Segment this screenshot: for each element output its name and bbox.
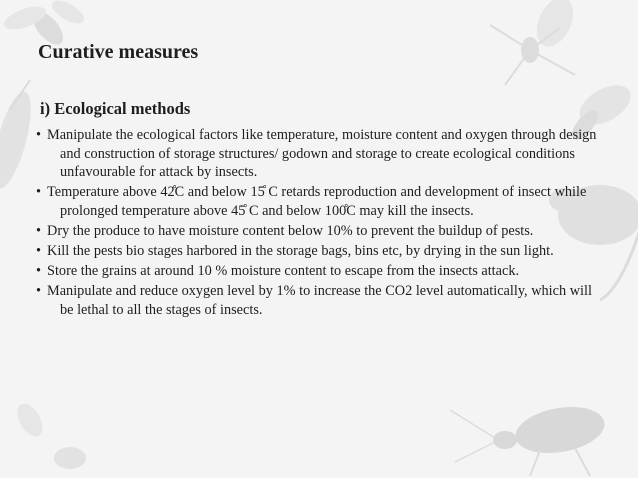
spider-icon [490, 0, 580, 85]
bullet-item [36, 262, 608, 281]
bullet-marker: • [36, 283, 42, 300]
bullet-item [36, 222, 608, 241]
bullet-marker: • [36, 223, 42, 240]
bullet-text: Temperature above 42̊C and below 15̊ C retards reproduction and development of insect while prolonged temperature above 45̊ C and below 100̊C may kill the insects. [47, 184, 587, 220]
section-heading: i) Ecological methods [40, 99, 191, 118]
bullet-text: Manipulate the ecological factors like temperature, moisture content and oxygen through design and construction of storage structures/ godown and storage to create ecological conditions unfavourable for attack by insects. [47, 127, 597, 181]
bullet-item [36, 242, 608, 261]
cockroach-icon [450, 401, 608, 476]
bullet-marker: • [36, 263, 42, 280]
bullet-item [36, 126, 608, 182]
bullet-marker: • [36, 184, 42, 201]
beetle-icon [0, 80, 38, 192]
bullet-list [36, 126, 608, 321]
bullet-item [36, 282, 608, 319]
beetle-icon [12, 399, 86, 469]
bullet-marker: • [36, 127, 42, 143]
bullet-text: Manipulate and reduce oxygen level by 1% to increase the CO2 level automatically, which will be lethal to all the stages of insects. [47, 283, 592, 318]
bullet-text: Dry the produce to have moisture content below 10% to prevent the buildup of pests. [47, 223, 534, 240]
bullet-text: Kill the pests bio stages harbored in the storage bags, bins etc, by drying in the sun light. [47, 243, 554, 260]
bullet-item [36, 183, 608, 220]
bullet-marker: • [36, 243, 42, 260]
bullet-text: Store the grains at around 10 % moisture content to escape from the insects attack. [47, 263, 520, 280]
slide-title: Curative measures [38, 41, 199, 63]
